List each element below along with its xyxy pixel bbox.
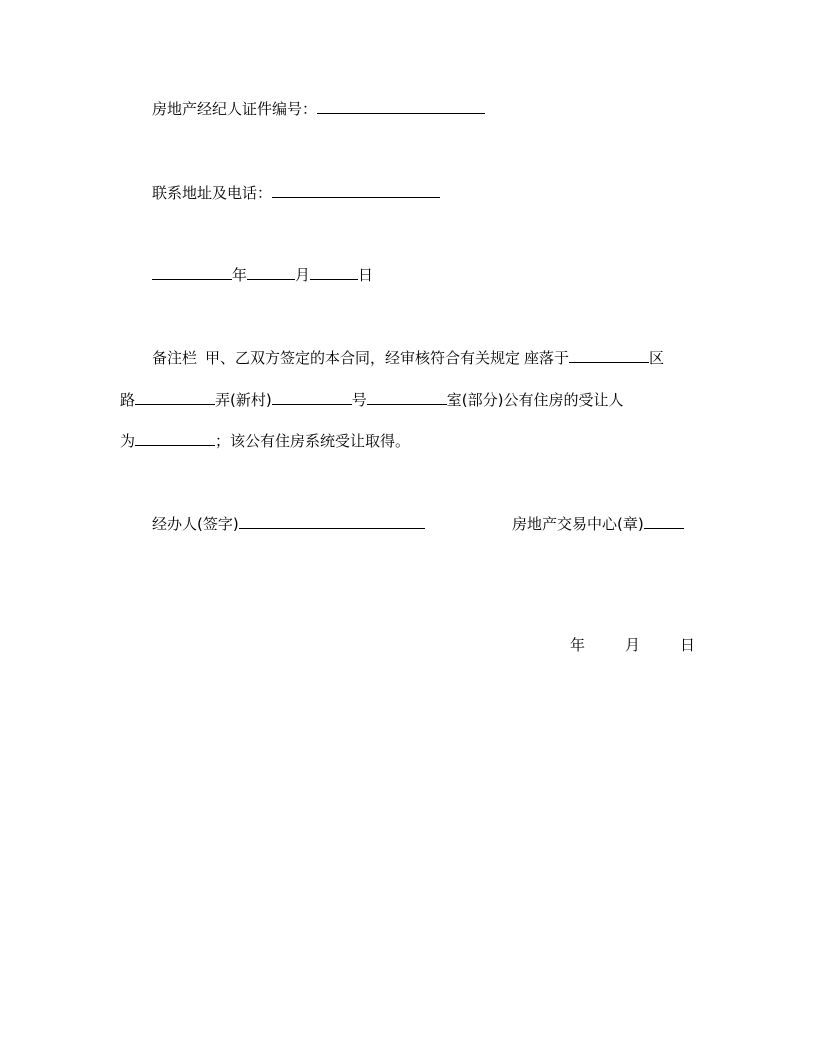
lane-blank[interactable] — [272, 388, 352, 405]
remarks-label: 备注栏 — [152, 349, 198, 367]
handler-signature-blank[interactable] — [239, 512, 425, 529]
assignee-blank[interactable] — [135, 429, 215, 446]
broker-cert-row — [152, 97, 485, 117]
date-month-blank[interactable] — [247, 263, 295, 280]
center-seal-blank[interactable] — [644, 512, 684, 529]
date-row — [152, 263, 373, 283]
date-year-blank[interactable] — [152, 263, 232, 280]
remarks-lane: 弄(新村) — [215, 391, 272, 409]
remarks-for: 为 — [120, 432, 136, 450]
date-month-label: 月 — [295, 266, 311, 284]
center-seal-label: 房地产交易中心(章) — [512, 515, 644, 533]
remarks-text-1: 甲、乙双方签定的本合同，经审核符合有关规定 — [205, 349, 521, 367]
number-blank[interactable] — [367, 388, 447, 405]
contact-label: 联系地址及电话： — [152, 184, 273, 202]
contact-row — [152, 181, 440, 201]
road-blank[interactable] — [135, 388, 215, 405]
remarks-row-2 — [120, 388, 623, 408]
remarks-number: 号 — [351, 391, 367, 409]
district-blank[interactable] — [569, 346, 649, 363]
footer-date-row — [570, 635, 695, 655]
remarks-text-end: ；该公有住房系统受让取得。 — [215, 432, 411, 450]
remarks-district: 区 — [649, 349, 665, 367]
footer-year-label: 年 — [570, 636, 586, 654]
remarks-located-at: 座落于 — [524, 349, 570, 367]
remarks-road: 路 — [120, 391, 136, 409]
date-day-blank[interactable] — [310, 263, 358, 280]
remarks-row-3 — [120, 429, 410, 449]
footer-month-label: 月 — [625, 636, 641, 654]
handler-row — [152, 512, 425, 532]
remarks-row-1 — [152, 346, 664, 366]
contact-blank[interactable] — [272, 181, 440, 198]
broker-cert-label: 房地产经纪人证件编号： — [152, 100, 318, 118]
remarks-room: 室(部分)公有住房的受让人 — [446, 391, 624, 409]
footer-day-label: 日 — [680, 636, 696, 654]
center-seal-row — [512, 512, 684, 532]
broker-cert-blank[interactable] — [317, 97, 485, 114]
handler-label: 经办人(签字) — [152, 515, 239, 533]
date-year-label: 年 — [232, 266, 248, 284]
date-day-label: 日 — [358, 266, 374, 284]
